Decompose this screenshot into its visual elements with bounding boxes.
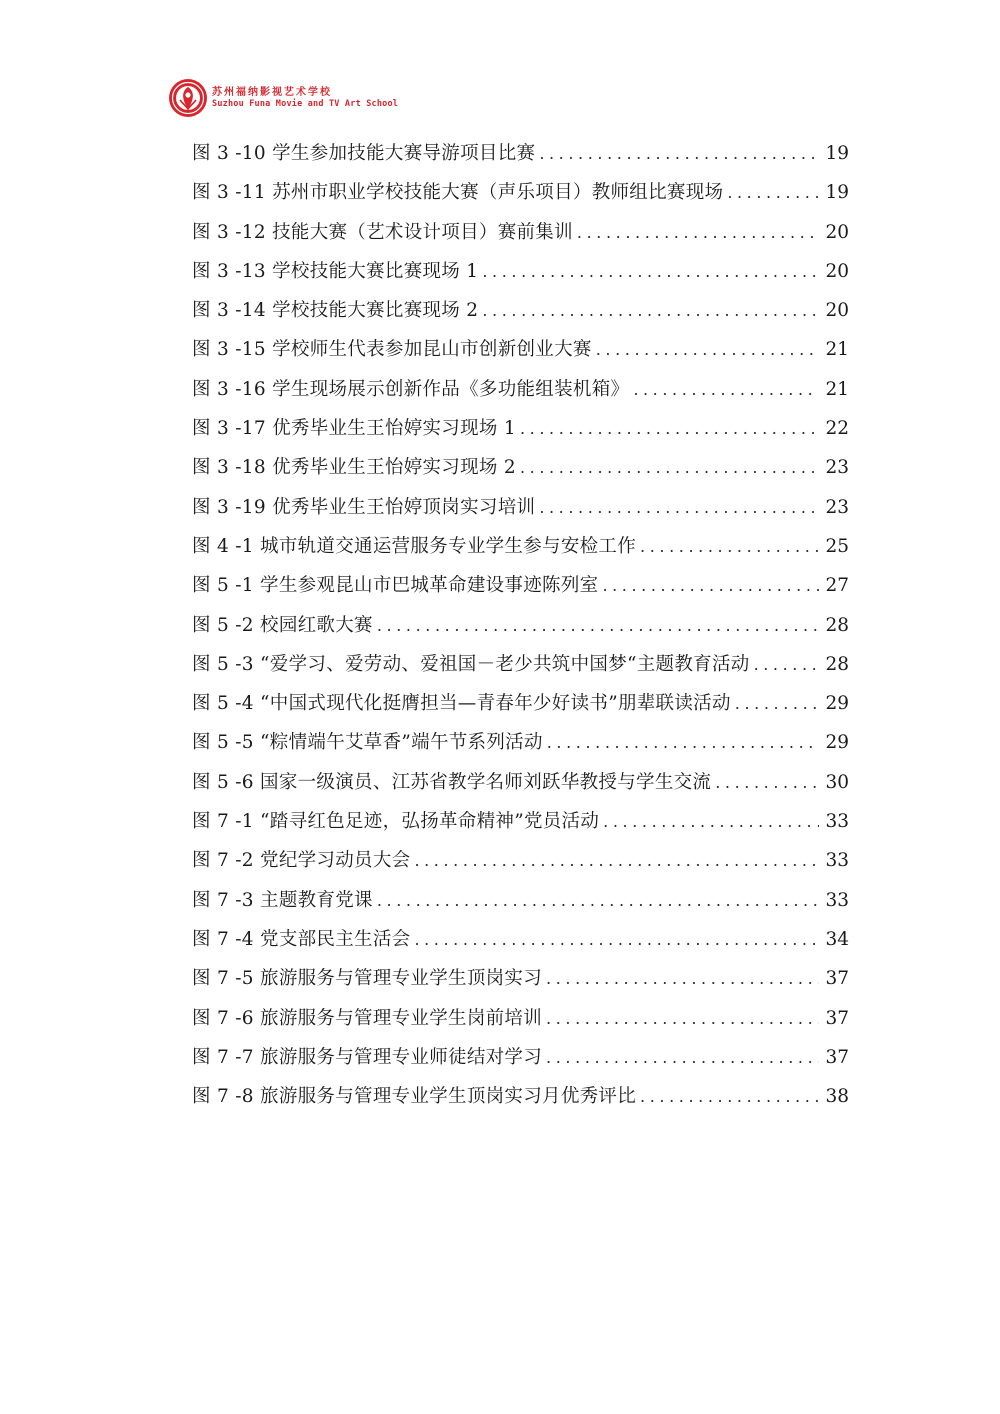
toc-entry[interactable] — [192, 606, 849, 645]
toc-entry-label: 图 3 -19 优秀毕业生王怡婷顶岗实习培训 — [192, 496, 536, 518]
school-name — [212, 87, 398, 110]
toc-entry-label: 图 5 -4 “中国式现代化挺膺担当—青春年少好读书”朋辈联读活动 — [192, 693, 731, 715]
figure-list — [192, 134, 849, 1116]
toc-entry-page-number: 37 — [825, 1007, 849, 1029]
toc-entry-page-number: 37 — [825, 968, 849, 990]
toc-entry[interactable] — [192, 330, 849, 369]
toc-entry[interactable] — [192, 134, 849, 173]
toc-entry-label: 图 7 -7 旅游服务与管理专业师徒结对学习 — [192, 1046, 543, 1068]
toc-dot-leader — [482, 291, 819, 330]
toc-entry-label: 图 5 -2 校园红歌大赛 — [192, 614, 373, 636]
toc-dot-leader — [633, 370, 819, 409]
toc-entry[interactable] — [192, 409, 849, 448]
toc-entry-label: 图 7 -5 旅游服务与管理专业学生顶岗实习 — [192, 968, 543, 990]
toc-entry-label: 图 5 -3 “爱学习、爱劳动、爱祖国－老少共筑中国梦“主题教育活动 — [192, 653, 750, 675]
toc-dot-leader — [539, 488, 819, 527]
toc-entry-label: 图 3 -10 学生参加技能大赛导游项目比赛 — [192, 143, 536, 164]
toc-entry[interactable] — [192, 448, 849, 487]
toc-entry-page-number: 28 — [825, 614, 849, 636]
toc-entry-label: 图 7 -4 党支部民主生活会 — [192, 928, 411, 950]
toc-dot-leader — [414, 841, 819, 880]
toc-entry[interactable] — [192, 802, 849, 841]
toc-entry[interactable] — [192, 763, 849, 802]
toc-entry-page-number: 20 — [825, 300, 849, 322]
toc-entry-label: 图 3 -17 优秀毕业生王怡婷实习现场 1 — [192, 418, 516, 440]
toc-dot-leader — [520, 409, 819, 448]
toc-dot-leader — [539, 134, 819, 173]
toc-entry-page-number: 21 — [825, 378, 849, 400]
toc-entry[interactable] — [192, 841, 849, 880]
toc-dot-leader — [577, 213, 820, 252]
toc-entry[interactable] — [192, 920, 849, 959]
toc-entry-page-number: 23 — [825, 496, 849, 518]
toc-entry[interactable] — [192, 999, 849, 1038]
toc-entry-page-number: 33 — [825, 889, 849, 911]
toc-entry[interactable] — [192, 488, 849, 527]
toc-entry-label: 图 4 -1 城市轨道交通运营服务专业学生参与安检工作 — [192, 535, 637, 557]
toc-entry-label: 图 3 -14 学校技能大赛比赛现场 2 — [192, 300, 479, 322]
toc-entry-label: 图 5 -6 国家一级演员、江苏省教学名师刘跃华教授与学生交流 — [192, 771, 712, 793]
toc-entry-page-number: 27 — [825, 575, 849, 597]
toc-dot-leader — [596, 330, 820, 369]
toc-entry-page-number: 28 — [825, 653, 849, 675]
toc-entry-label: 图 7 -1 “踏寻红色足迹，弘扬革命精神”党员活动 — [192, 811, 600, 833]
toc-entry-label: 图 7 -2 党纪学习动员大会 — [192, 850, 411, 872]
toc-entry-label: 图 7 -8 旅游服务与管理专业学生顶岗实习月优秀评比 — [192, 1086, 637, 1108]
toc-entry-page-number: 25 — [825, 535, 849, 557]
toc-entry-page-number: 29 — [825, 693, 849, 715]
toc-entry-page-number: 23 — [825, 457, 849, 479]
toc-dot-leader — [754, 645, 820, 684]
toc-entry-page-number: 38 — [825, 1086, 849, 1108]
toc-entry[interactable] — [192, 723, 849, 762]
toc-entry-label: 图 3 -15 学校师生代表参加昆山市创新创业大赛 — [192, 339, 592, 361]
toc-dot-leader — [640, 1077, 819, 1116]
toc-entry[interactable] — [192, 252, 849, 291]
toc-entry[interactable] — [192, 566, 849, 605]
toc-entry[interactable] — [192, 959, 849, 998]
toc-entry-label: 图 3 -11 苏州市职业学校技能大赛（声乐项目）教师组比赛现场 — [192, 182, 724, 204]
toc-dot-leader — [546, 959, 819, 998]
school-name-en: Suzhou Funa Movie and TV Art School — [212, 98, 399, 109]
toc-entry[interactable] — [192, 291, 849, 330]
toc-entry[interactable] — [192, 1038, 849, 1077]
toc-dot-leader — [547, 723, 820, 762]
school-emblem-icon — [168, 78, 208, 118]
toc-entry-page-number: 34 — [825, 928, 849, 950]
toc-entry[interactable] — [192, 645, 849, 684]
toc-entry-label: 图 5 -5 “粽情端午艾草香”端午节系列活动 — [192, 732, 543, 754]
toc-entry-page-number: 33 — [825, 850, 849, 872]
toc-entry-page-number: 19 — [825, 182, 849, 204]
toc-entry-page-number: 33 — [825, 811, 849, 833]
toc-entry[interactable] — [192, 527, 849, 566]
toc-entry-page-number: 21 — [825, 339, 849, 361]
toc-entry-page-number: 29 — [825, 732, 849, 754]
toc-dot-leader — [640, 527, 819, 566]
toc-entry-label: 图 7 -6 旅游服务与管理专业学生岗前培训 — [192, 1007, 543, 1029]
toc-entry-label: 图 7 -3 主题教育党课 — [192, 889, 373, 911]
toc-entry-label: 图 3 -13 学校技能大赛比赛现场 1 — [192, 260, 479, 282]
toc-entry[interactable] — [192, 213, 849, 252]
toc-entry-label: 图 3 -12 技能大赛（艺术设计项目）赛前集训 — [192, 221, 573, 243]
toc-entry[interactable] — [192, 370, 849, 409]
toc-dot-leader — [602, 566, 819, 605]
school-name-cn: 苏州福纳影视艺术学校 — [212, 86, 332, 98]
toc-dot-leader — [377, 606, 820, 645]
toc-entry-label: 图 3 -16 学生现场展示创新作品《多功能组装机箱》 — [192, 378, 630, 400]
toc-entry-page-number: 20 — [825, 260, 849, 282]
toc-entry-page-number: 30 — [825, 771, 849, 793]
toc-dot-leader — [603, 802, 819, 841]
toc-entry[interactable] — [192, 881, 849, 920]
toc-entry-page-number: 19 — [825, 143, 849, 164]
toc-dot-leader — [482, 252, 819, 291]
toc-dot-leader — [377, 881, 820, 920]
toc-entry-label: 图 5 -1 学生参观昆山市巴城革命建设事迹陈列室 — [192, 575, 599, 597]
toc-dot-leader — [414, 920, 819, 959]
toc-dot-leader — [715, 763, 819, 802]
toc-dot-leader — [520, 448, 819, 487]
toc-dot-leader — [735, 684, 820, 723]
toc-entry-page-number: 20 — [825, 221, 849, 243]
toc-entry-page-number: 22 — [825, 418, 849, 440]
toc-dot-leader — [727, 173, 819, 212]
toc-entry-label: 图 3 -18 优秀毕业生王怡婷实习现场 2 — [192, 457, 516, 479]
toc-dot-leader — [546, 1038, 819, 1077]
toc-entry[interactable] — [192, 173, 849, 212]
toc-entry[interactable] — [192, 1077, 849, 1116]
toc-dot-leader — [546, 999, 819, 1038]
toc-entry[interactable] — [192, 684, 849, 723]
toc-entry-page-number: 37 — [825, 1046, 849, 1068]
page-header — [168, 76, 398, 120]
